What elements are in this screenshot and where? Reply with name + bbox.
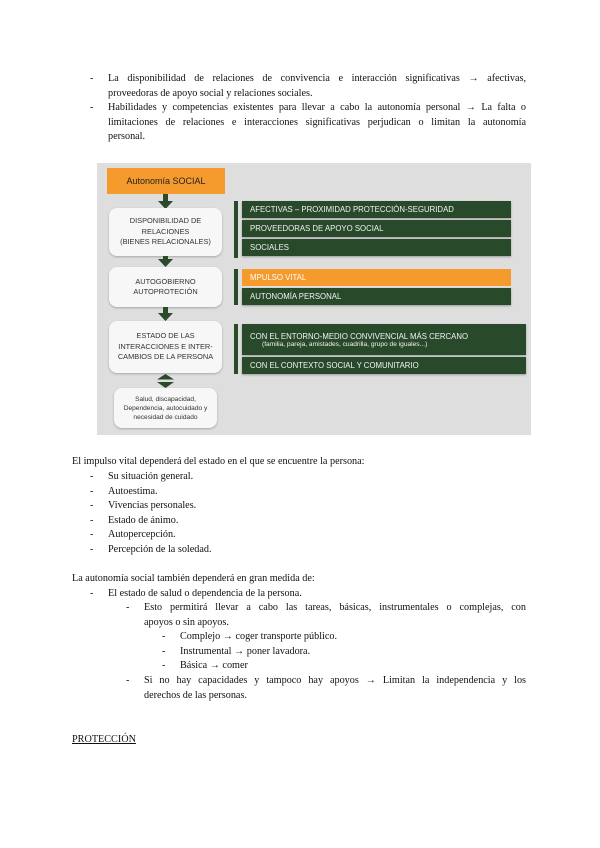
sub-item-line: Si no hay capacidades y tampoco hay apoyos → Limitan la independencia y los: [144, 675, 526, 686]
box-line: AUTOPROTECIÓN: [133, 287, 198, 296]
bar-main-text: CON EL ENTORNO-MEDIO CONVIVENCIAL MÁS CERCANO: [250, 331, 469, 341]
group-bracket: [234, 201, 238, 258]
sub-item-line: apoyos o sin apoyos.: [144, 616, 229, 628]
bullet-dash: -: [126, 602, 130, 613]
box-line: (BIENES RELACIONALES): [120, 237, 211, 247]
autonomia-heading: La autonomía social también dependerá en gran medida de:: [72, 573, 315, 584]
arrow-down-icon: [158, 313, 173, 321]
group-bracket: [234, 269, 238, 305]
box-line: Salud, discapacidad,: [135, 395, 196, 403]
box-line: Dependencia, autocuidado y: [123, 404, 208, 412]
bullet-dash: -: [162, 645, 166, 657]
box-line: RELACIONES: [141, 226, 190, 236]
box-line: AUTOGOBIERNO: [135, 276, 196, 286]
bidirectional-arrow-icon: [157, 374, 174, 388]
box-line: CAMBIOS DE LA PERSONA: [117, 352, 214, 362]
bullet-dash: -: [90, 485, 94, 497]
list-item: Estado de ánimo.: [108, 514, 179, 526]
salud-box: [114, 388, 217, 428]
box-line: necesidad de cuidado: [133, 413, 198, 421]
list-item: El estado de salud o dependencia de la persona.: [108, 587, 302, 599]
contexto-social-bar: CON EL CONTEXTO SOCIAL Y COMUNITARIO: [242, 357, 526, 374]
bullet-dash: -: [90, 471, 94, 482]
box-line: DISPONIBILIDAD DE: [129, 216, 202, 226]
sociales-bar: SOCIALES: [242, 239, 511, 256]
bullet-dash: -: [90, 500, 94, 511]
sub-sub-item: Instrumental → poner lavadora.: [180, 645, 311, 657]
bullet-dash: -: [162, 660, 166, 671]
bullet-dash: -: [90, 529, 94, 540]
list-item: Vivencias personales.: [108, 500, 197, 511]
impulso-vital-bar: MPULSO VITAL: [242, 269, 511, 286]
entorno-cercano-bar: [242, 324, 526, 355]
bullet-dash: -: [162, 631, 166, 642]
proveedoras-bar: PROVEEDORAS DE APOYO SOCIAL: [242, 220, 511, 237]
bullet-text-line: proveedoras de apoyo social y relaciones sociales.: [108, 87, 313, 99]
bullet-dash: -: [90, 543, 94, 555]
bullet-dash: -: [90, 587, 94, 599]
bullet-text-line: Habilidades y competencias existentes para llevar a cabo la autonomía personal → La falta o: [108, 102, 526, 113]
sub-item-line: derechos de las personas.: [144, 689, 247, 701]
bullet-text-line: La disponibilidad de relaciones de convivencia e interacción significativas → afectivas,: [108, 73, 526, 84]
bullet-dash: -: [126, 675, 130, 686]
sub-item-line: Esto permitirá llevar a cabo las tareas, básicas, instrumentales o complejas, con: [144, 602, 526, 613]
list-item: Percepción de la soledad.: [108, 543, 212, 555]
bullet-dash: -: [90, 514, 94, 526]
impulso-heading: El impulso vital dependerá del estado en el que se encuentre la persona:: [72, 456, 365, 467]
list-item: Su situación general.: [108, 471, 194, 482]
bullet-text-line: personal.: [108, 131, 146, 142]
list-item: Autoestima.: [108, 485, 158, 497]
diagram-title-box: Autonomía SOCIAL: [107, 168, 225, 194]
bullet-text-line: limitaciones de relaciones e interacciones significativas perjudican o limitan la autonomía: [108, 116, 526, 128]
box-line: ESTADO DE LAS: [136, 331, 195, 341]
bullet-dash: -: [90, 102, 94, 113]
arrow-down-icon: [158, 259, 173, 267]
afectivas-bar: AFECTIVAS – PROXIMIDAD PROTECCIÓN-SEGURIDAD: [242, 201, 511, 218]
group-bracket: [234, 324, 238, 374]
list-item: Autopercepción.: [108, 529, 176, 540]
autonomia-personal-bar: AUTONOMÍA PERSONAL: [242, 288, 511, 305]
sub-sub-item: Básica → comer: [180, 660, 248, 671]
bar-sub-text: (familia, pareja, amistades, cuadrilla, grupo de iguales...): [262, 340, 428, 348]
autogobierno-box: [109, 267, 222, 307]
estado-interacciones-box: [109, 321, 222, 373]
box-line: INTERACCIONES E INTER-: [118, 341, 213, 351]
bullet-dash: -: [90, 73, 94, 84]
relaciones-box: [109, 208, 222, 256]
section-heading-proteccion: PROTECCIÓN: [72, 734, 136, 745]
autonomia-social-diagram: [97, 163, 531, 435]
sub-sub-item: Complejo → coger transporte público.: [180, 631, 338, 642]
